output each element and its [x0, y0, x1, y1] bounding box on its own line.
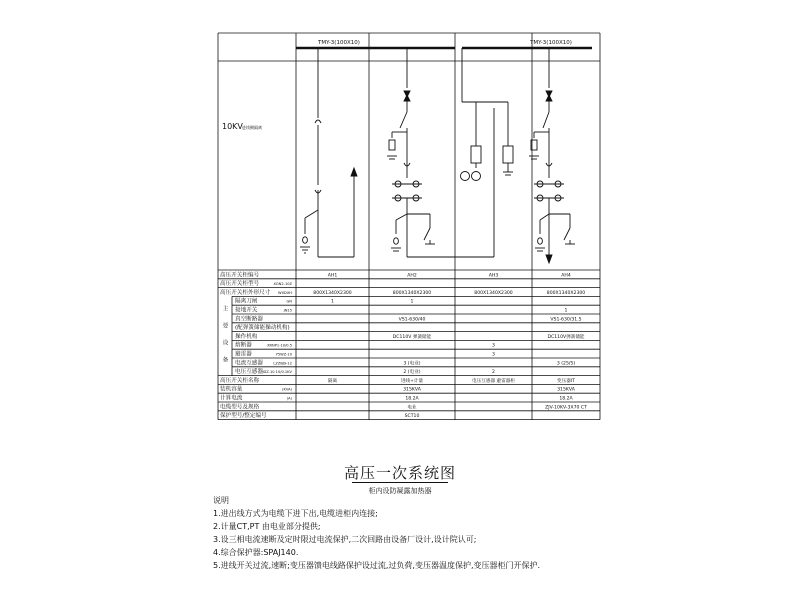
table-cell: 3 [492, 352, 495, 358]
table-cell: 2 [492, 370, 495, 376]
row-label: 高压开关柜名称 [220, 377, 260, 384]
notes-heading: 说明 [213, 496, 229, 505]
notes-block [213, 494, 773, 572]
section-label-char: 设 [222, 340, 229, 347]
row-sublabel: WXDXH [278, 290, 292, 295]
table-cell: 315KVA [557, 387, 575, 393]
section-label-char: 主 [222, 306, 229, 313]
table-cell: 1 [564, 308, 568, 314]
row-sublabel: JN15 [283, 308, 292, 313]
table-cell: 800X1340X2300 [392, 290, 432, 296]
table-cell: 18.2A [559, 396, 573, 402]
row-label: 计算电流 [220, 395, 243, 402]
row-label: 真空断路器 [235, 316, 263, 323]
row-label: (配弹簧储能操动机构) [235, 325, 290, 332]
row-sublabel: XRNP1-10/0.5 [267, 343, 292, 348]
table-cell: 3 [492, 343, 495, 349]
row-label: 电流互感器 [235, 360, 263, 367]
table-cell: VS1-630/40 [398, 317, 426, 323]
row-sublabel: Y5WZ-10 [275, 352, 292, 357]
row-label: 接地开关 [235, 307, 258, 314]
feeder-ah1 [300, 48, 357, 257]
circuit-schematics [300, 48, 575, 263]
voltage-sub-label: 进线侧隔离 [242, 125, 262, 130]
row-label: 装机容量 [220, 386, 243, 393]
table-cell: 进线+计量 [400, 378, 424, 384]
row-label: 操作机构 [235, 333, 258, 340]
table-cell: DC110V 弹簧储能 [392, 334, 432, 340]
table-cell: 315KVA [403, 387, 421, 393]
table-cell: 800X1340X2300 [313, 290, 352, 296]
note-line: 4.综合保护器:SPAJ140. [213, 548, 299, 557]
table-cell: AH4 [561, 273, 571, 279]
busbar-left-label: TMY-3(100X10) [318, 40, 360, 46]
feeder-ah4 [529, 48, 575, 263]
busbars [296, 40, 592, 48]
row-label: 保护型号/整定编号 [220, 413, 267, 420]
row-label: 电压互感器 [235, 369, 263, 376]
table-cell: 1 [331, 299, 334, 305]
table-cell: 电业 [407, 405, 417, 411]
row-label: 高压开关柜编号 [220, 272, 260, 279]
table-cell: 3 (电业) [403, 361, 421, 367]
table-cell: 隔离 [327, 378, 338, 384]
table-cell: VS1-630/31.5 [550, 317, 582, 323]
table-cell: 1 [410, 299, 414, 305]
row-label: 高压开关柜外形尺寸 [220, 289, 271, 296]
note-line: 5.进线开关过流,速断;变压器馈电线路保护设过流,过负荷,变压器温度保护,变压器柜门开保护. [213, 561, 541, 570]
drawing-subtitle: 柜内设防凝露加热器 [368, 487, 432, 495]
section-label-char: 要 [222, 323, 229, 330]
note-line: 3.设三相电流速断及定时限过电流保护,二次回路由设备厂设计,设计院认可; [213, 535, 477, 544]
table-cell: AH3 [488, 273, 499, 279]
section-label-char: 备 [222, 357, 229, 364]
voltage-label: 10KV [222, 122, 243, 131]
row-label: 熔断器 [235, 342, 252, 349]
table-cell: 2 (电业) [403, 370, 421, 376]
table-cell: 电压互感器 避雷器柜 [472, 378, 515, 384]
row-sublabel: GN [286, 299, 292, 304]
row-label: 电缆型号及规格 [220, 404, 260, 411]
row-sublabel: LZZBJ9-12 [273, 361, 292, 366]
table-cell: AH1 [327, 273, 338, 279]
table-cell: 变压器IT [557, 378, 575, 384]
title-underline [352, 482, 448, 483]
table-cell: 3 (25/5) [556, 361, 576, 367]
table-cell: 800X1340X2300 [546, 290, 586, 296]
feeder-ah3 [461, 48, 514, 181]
table-cell: 800X1340X2300 [474, 290, 513, 296]
row-sublabel: (KVA) [282, 387, 292, 392]
row-label: 高压开关柜型号 [220, 281, 260, 288]
table-cell: DC110V弹簧储能 [547, 334, 585, 340]
note-line: 2.计量CT,PT 由电业部分提供; [213, 522, 321, 531]
busbar-right-label: TMY-3(100X10) [530, 40, 572, 46]
note-line: 1.进出线方式为电缆下进下出,电缆进柜内连接; [213, 509, 378, 518]
table-cell: ZJV-10KV-3X70 CT [545, 405, 587, 411]
row-sublabel: JDZ-10 10/0.1KV [262, 370, 292, 375]
row-label: 隔离刀闸 [235, 298, 258, 305]
table-cell: 18.2A [405, 396, 419, 402]
table-cell: AH2 [407, 273, 417, 279]
row-sublabel: (A) [286, 396, 292, 401]
row-label: 避雷器 [235, 351, 252, 358]
row-sublabel: XGN2-10Z [273, 282, 292, 287]
feeder-ah2 [387, 48, 494, 257]
equipment-schedule-table [218, 270, 600, 420]
drawing-title: 高压一次系统图 [343, 464, 456, 482]
table-cell: SCT10 [404, 414, 420, 420]
